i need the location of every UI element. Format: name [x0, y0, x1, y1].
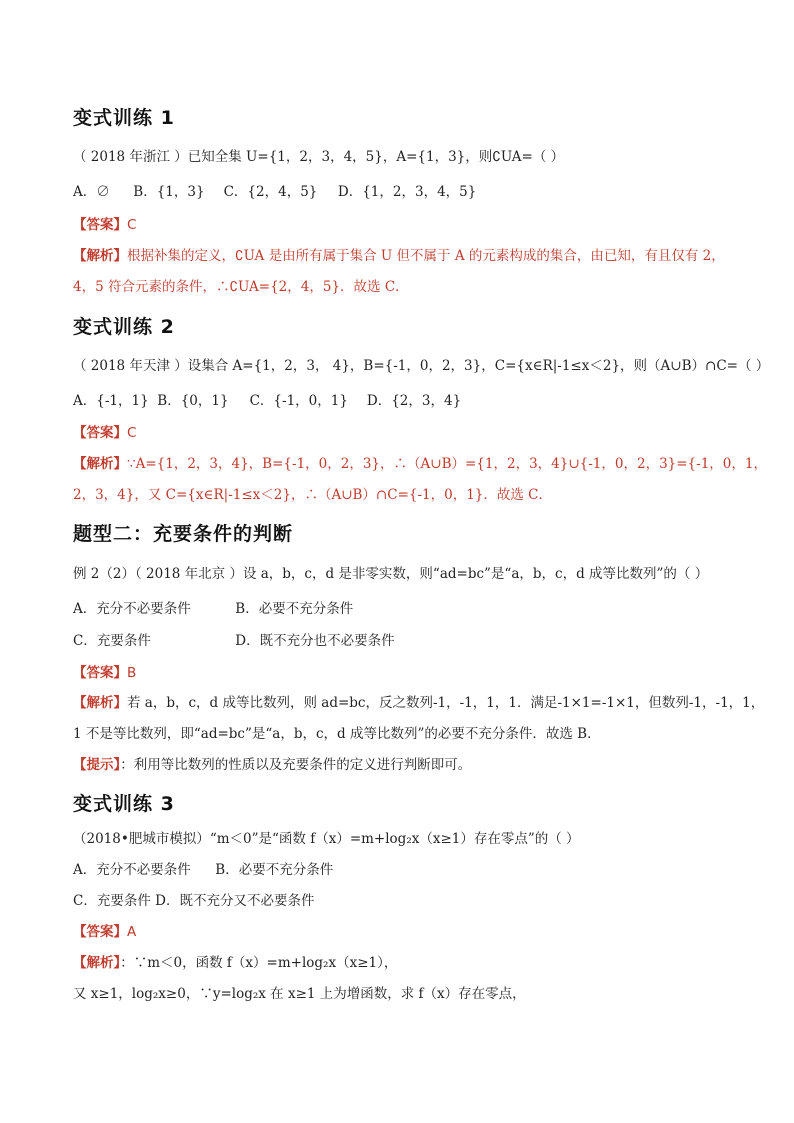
question-text: 例 2（2）（ 2018 年北京 ）设 a，b，c，d 是非零实数，则“ad=bc”是“a，b，c，d 成等比数列”的（ ） [73, 566, 709, 582]
analysis-line-2: 1 不是等比数列，即“ad=bc”是“a，b，c，d 成等比数列”的必要不充分条件．故选 B． [73, 726, 601, 742]
analysis-tag: 【解析】 [73, 955, 121, 971]
hint-text: ：利用等比数列的性质以及充要条件的定义进行判断即可。 [120, 757, 472, 773]
answer-tag: 【答案】 [73, 665, 127, 681]
section-title-variant-3: 变式训练 3 [73, 793, 175, 815]
analysis-tag: 【解析】 [73, 248, 127, 264]
hint-row [73, 756, 471, 774]
answer-value: C [127, 425, 137, 441]
option-a: A．{-1，1} [73, 393, 149, 409]
answer-tag: 【答案】 [73, 924, 127, 940]
option-d: D．既不充分也不必要条件 [235, 633, 395, 649]
hint-tag: 【提示】 [73, 757, 121, 773]
option-d: D．{1，2，3，4，5} [337, 184, 477, 200]
question-text: （2018•肥城市模拟）“m＜0”是“函数 f（x）=m+log₂x（x≥1）存在零点”的（ ） [73, 831, 580, 847]
analysis-line-2: 又 x≥1，log₂x≥0，∵y=log₂x 在 x≥1 上为增函数，求 f（x）存在零点， [73, 986, 526, 1002]
question-text: （ 2018 年浙江 ）已知全集 U={1，2，3，4，5}，A={1，3}，则∁UA=（ ） [73, 149, 565, 165]
answer-value: A [127, 924, 137, 940]
answer-row [73, 923, 136, 941]
options-row [73, 392, 461, 410]
analysis-tag: 【解析】 [73, 695, 127, 711]
analysis-line-1 [73, 247, 725, 265]
option-a: A．充分不必要条件 [73, 862, 191, 878]
answer-row [73, 216, 136, 234]
option-a: A．充分不必要条件 [73, 601, 191, 617]
option-c: C．{-1，0，1} [249, 393, 348, 409]
options-row [73, 861, 333, 879]
answer-value: C [127, 217, 137, 233]
answer-tag: 【答案】 [73, 425, 127, 441]
option-b: B．必要不充分条件 [215, 862, 334, 878]
analysis-line-1 [73, 455, 767, 473]
options-row [73, 632, 395, 650]
option-b: B．{1，3} [133, 184, 205, 200]
option-c: C．{2，4，5} [223, 184, 318, 200]
analysis-tag: 【解析】 [73, 456, 127, 472]
option-d: D．{2，3，4} [366, 393, 462, 409]
options-row: C．充要条件 D．既不充分又不必要条件 [73, 893, 315, 909]
section-title-type-two: 题型二：充要条件的判断 [73, 523, 294, 545]
answer-row [73, 664, 136, 682]
answer-row [73, 424, 136, 442]
option-b: B．必要不充分条件 [235, 601, 354, 617]
option-c: C．充要条件 [73, 633, 151, 649]
section-title-variant-2: 变式训练 2 [73, 316, 175, 338]
analysis-text: ：∵m＜0，函数 f（x）=m+log₂x（x≥1）， [120, 955, 398, 971]
section-title-variant-1: 变式训练 1 [73, 107, 175, 129]
question-text: （ 2018 年天津 ）设集合 A={1，2，3， 4}，B={-1，0，2，3}，C={x∈R|-1≤x＜2}，则（A∪B）∩C=（ ） [73, 358, 770, 374]
analysis-text: ∵A={1，2，3，4}，B={-1，0，2，3}，∴（A∪B）={1，2，3，4}∪{-1，0，2，3}={-1，0，1， [127, 456, 767, 472]
answer-tag: 【答案】 [73, 217, 127, 233]
analysis-line-2: 2，3，4}，又 C={x∈R|-1≤x＜2}，∴（A∪B）∩C={-1，0，1}．故选 C． [73, 487, 553, 503]
option-a: A．∅ [73, 184, 110, 200]
analysis-line-1 [73, 954, 397, 972]
analysis-text: 若 a，b，c，d 成等比数列，则 ad=bc，反之数列-1，-1，1，1．满足-1×1=-1×1，但数列-1，-1，1， [127, 695, 765, 711]
answer-value: B [127, 665, 137, 681]
analysis-line-2: 4，5 符合元素的条件，∴∁UA={2，4，5}．故选 C． [73, 279, 409, 295]
options-row [73, 600, 353, 618]
options-row [73, 183, 476, 201]
analysis-line-1 [73, 694, 764, 712]
analysis-text: 根据补集的定义，∁UA 是由所有属于集合 U 但不属于 A 的元素构成的集合，由已知，有且仅有 2， [127, 248, 725, 264]
option-b: B．{0，1} [157, 393, 229, 409]
